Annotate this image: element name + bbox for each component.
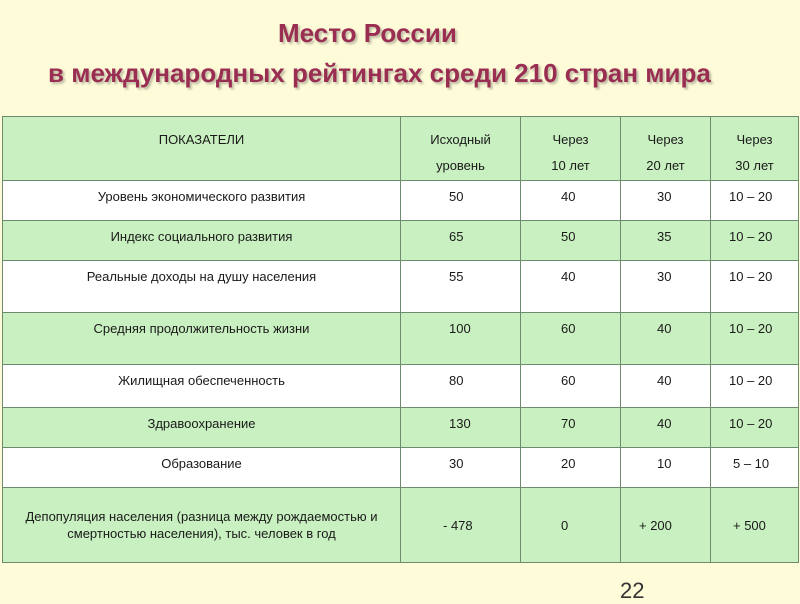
row-indicator-name: Жилищная обеспеченность xyxy=(3,365,401,408)
header-20-line1: Через xyxy=(647,132,684,147)
cell-30-years: 10 – 20 xyxy=(711,408,799,448)
row-indicator-name: Реальные доходы на душу населения xyxy=(3,261,401,313)
cell-initial: 100 xyxy=(401,313,521,365)
ratings-table xyxy=(2,116,799,563)
cell-30-years: + 500 xyxy=(711,488,799,563)
table-row xyxy=(3,181,799,221)
table-row xyxy=(3,261,799,313)
header-10-line2: 10 лет xyxy=(551,158,590,173)
header-initial-level xyxy=(401,117,521,181)
cell-20-years: 40 xyxy=(621,408,711,448)
row-indicator-name: Образование xyxy=(3,448,401,488)
header-initial-line1: Исходный xyxy=(430,132,491,147)
cell-initial: - 478 xyxy=(401,488,521,563)
cell-20-years: 40 xyxy=(621,313,711,365)
cell-10-years: 60 xyxy=(521,313,621,365)
table-row xyxy=(3,488,799,563)
table-row xyxy=(3,221,799,261)
row-indicator-name: Средняя продолжительность жизни xyxy=(3,313,401,365)
cell-initial: 50 xyxy=(401,181,521,221)
cell-initial: 30 xyxy=(401,448,521,488)
cell-30-years: 10 – 20 xyxy=(711,181,799,221)
header-indicators xyxy=(3,117,401,181)
cell-10-years: 50 xyxy=(521,221,621,261)
row-indicator-name: Индекс социального развития xyxy=(3,221,401,261)
cell-initial: 130 xyxy=(401,408,521,448)
cell-10-years: 0 xyxy=(521,488,621,563)
row-indicator-name: Здравоохранение xyxy=(3,408,401,448)
cell-initial: 80 xyxy=(401,365,521,408)
header-30-line1: Через xyxy=(736,132,773,147)
cell-30-years: 5 – 10 xyxy=(711,448,799,488)
cell-10-years: 20 xyxy=(521,448,621,488)
slide-title-line-1: Место России xyxy=(278,18,457,48)
cell-initial: 65 xyxy=(401,221,521,261)
cell-10-years: 40 xyxy=(521,181,621,221)
cell-10-years: 70 xyxy=(521,408,621,448)
cell-10-years: 40 xyxy=(521,261,621,313)
header-20-line2: 20 лет xyxy=(646,158,685,173)
cell-20-years: 35 xyxy=(621,221,711,261)
header-10-years xyxy=(521,117,621,181)
cell-30-years: 10 – 20 xyxy=(711,365,799,408)
header-30-years xyxy=(711,117,799,181)
cell-30-years: 10 – 20 xyxy=(711,313,799,365)
table-row xyxy=(3,448,799,488)
slide-title-line-2: в международных рейтингах среди 210 стран мира xyxy=(48,58,711,88)
header-10-line1: Через xyxy=(552,132,589,147)
cell-10-years: 60 xyxy=(521,365,621,408)
row-indicator-name: Депопуляция населения (разница между рождаемостью и смертностью населения), тыс. человек в год xyxy=(3,488,401,563)
header-30-line2: 30 лет xyxy=(735,158,774,173)
cell-20-years: + 200 xyxy=(621,488,711,563)
table-row xyxy=(3,365,799,408)
row-indicator-name: Уровень экономического развития xyxy=(3,181,401,221)
cell-30-years: 10 – 20 xyxy=(711,221,799,261)
table-header-row xyxy=(3,117,799,181)
page-number: 22 xyxy=(620,578,645,603)
cell-20-years: 30 xyxy=(621,261,711,313)
header-initial-line2: уровень xyxy=(436,158,485,173)
cell-initial: 55 xyxy=(401,261,521,313)
cell-20-years: 10 xyxy=(621,448,711,488)
cell-20-years: 30 xyxy=(621,181,711,221)
cell-20-years: 40 xyxy=(621,365,711,408)
header-20-years xyxy=(621,117,711,181)
header-indicators-label: ПОКАЗАТЕЛИ xyxy=(158,132,245,147)
cell-30-years: 10 – 20 xyxy=(711,261,799,313)
table-row xyxy=(3,408,799,448)
table-row xyxy=(3,313,799,365)
